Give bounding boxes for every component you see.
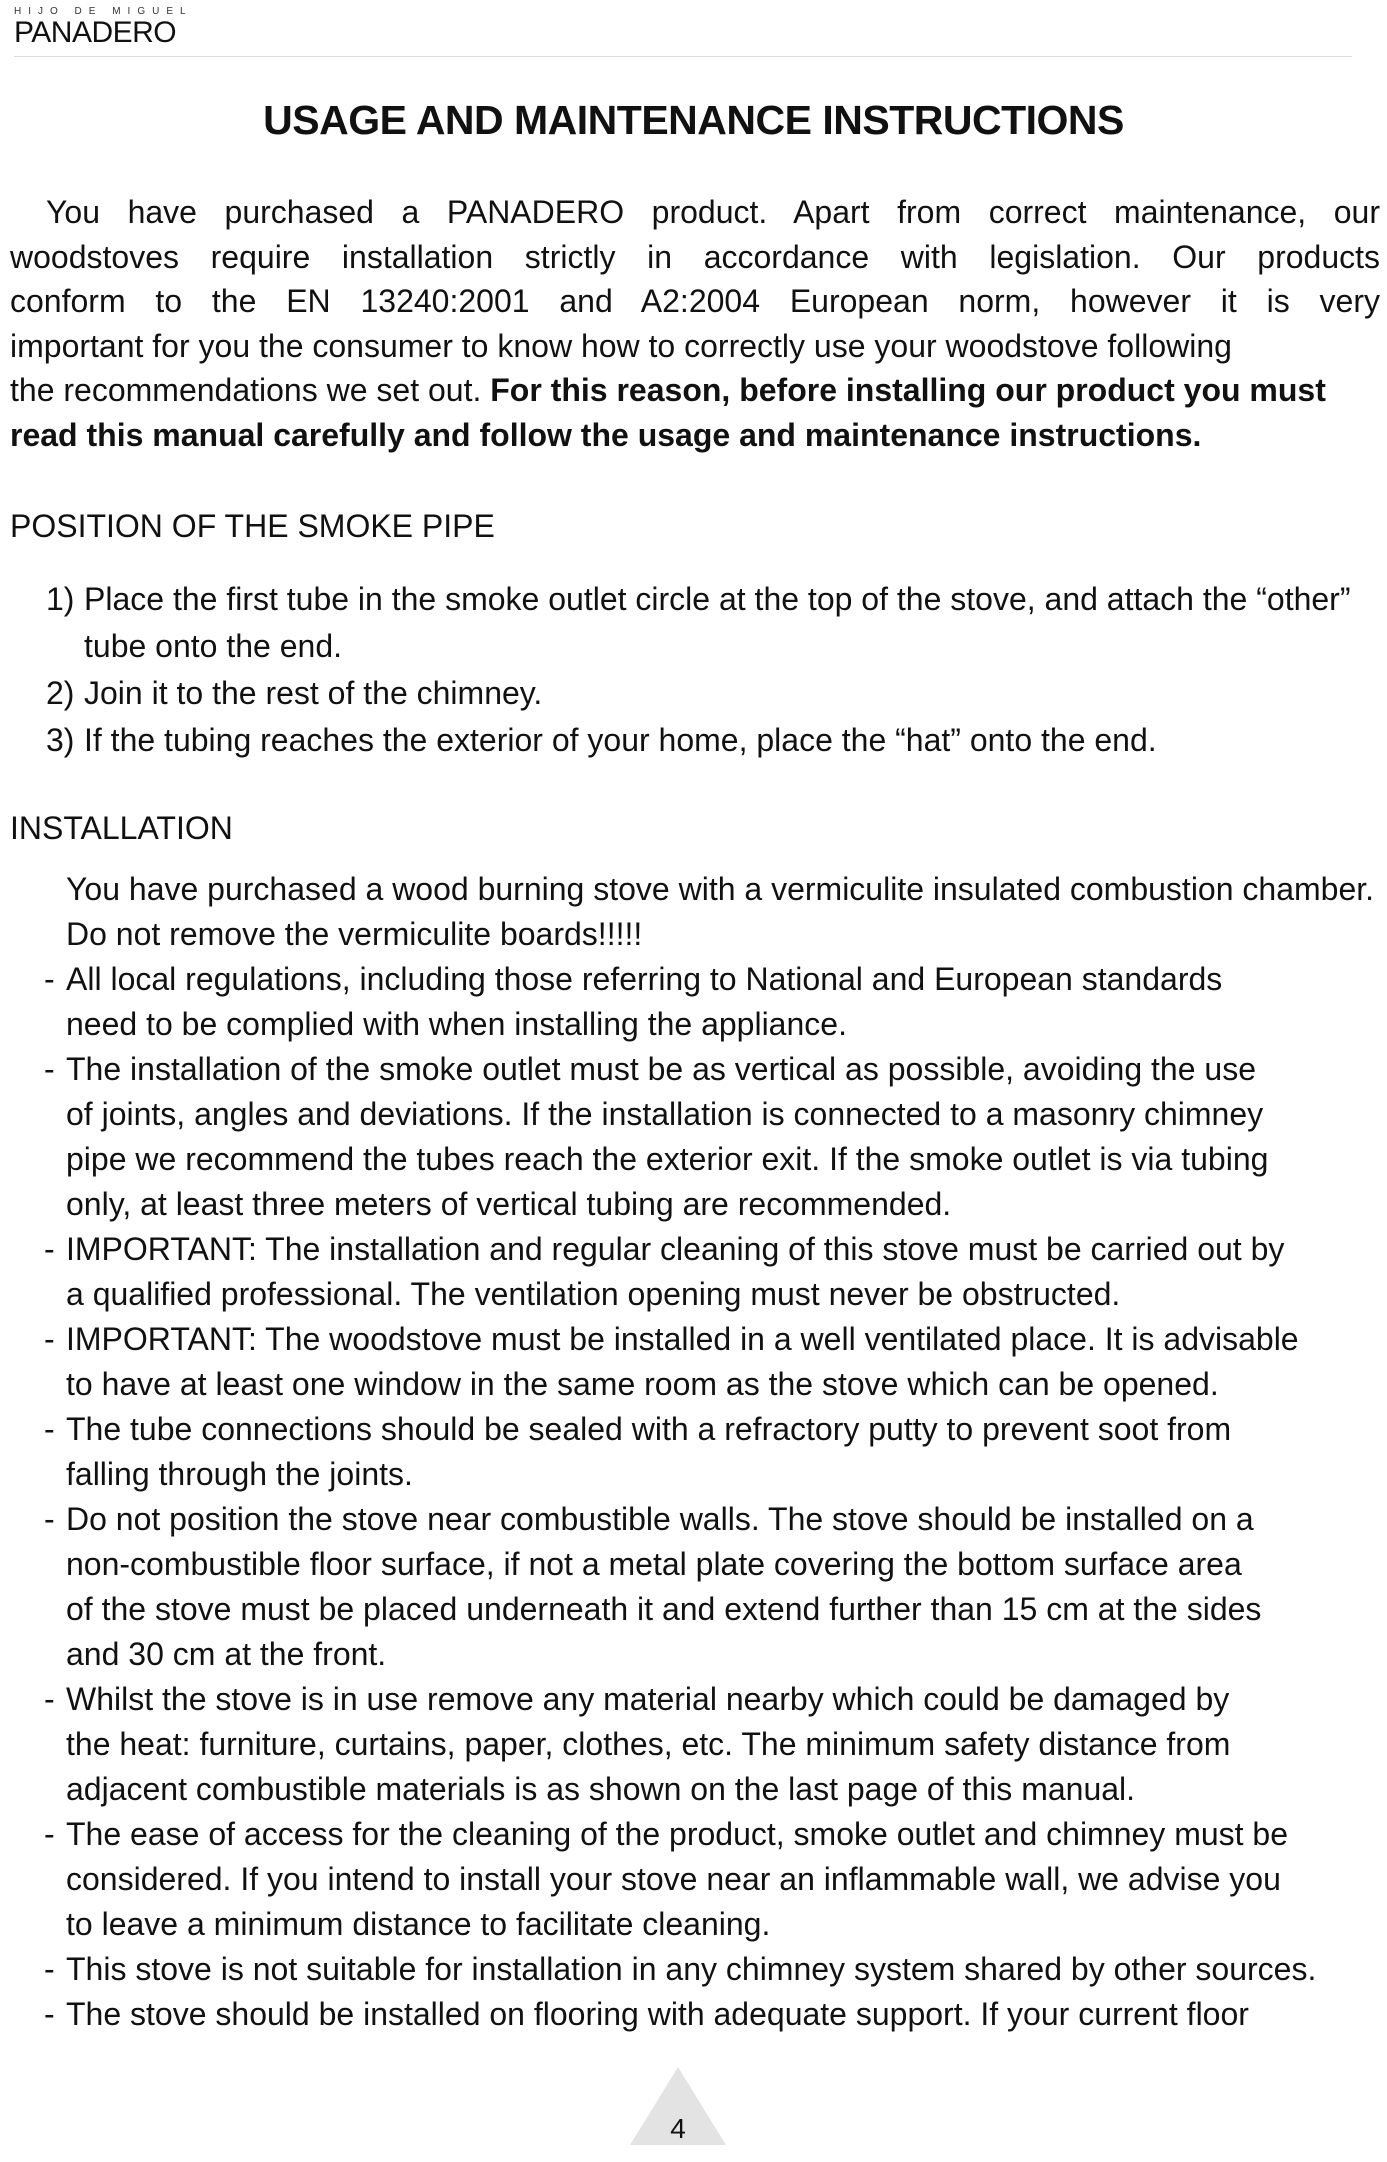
bullet-text: [66, 957, 1386, 1047]
smoke-pipe-heading: POSITION OF THE SMOKE PIPE: [10, 508, 495, 544]
intro-paragraph: [10, 190, 1380, 457]
bullet-line: This stove is not suitable for installation in any chimney system shared by other sources.: [66, 1951, 1317, 1987]
installation-bullets: [44, 957, 1386, 2037]
installation-bullet: [44, 1992, 1386, 2037]
bullet-line: only, at least three meters of vertical tubing are recommended.: [66, 1186, 952, 1222]
bullet-line: to leave a minimum distance to facilitate cleaning.: [66, 1906, 771, 1942]
installation-heading: INSTALLATION: [10, 810, 233, 846]
bullet-line: The installation of the smoke outlet must be as vertical as possible, avoiding the use: [66, 1051, 1256, 1087]
installation-bullet: [44, 1227, 1386, 1317]
bullet-text: [66, 1992, 1386, 2037]
bullet-line: of the stove must be placed underneath it and extend further than 15 cm at the sides: [66, 1591, 1262, 1627]
page-number: 4: [670, 2113, 686, 2144]
bullet-line: of joints, angles and deviations. If the installation is connected to a masonry chimney: [66, 1096, 1264, 1132]
installation-bullet: [44, 1677, 1386, 1812]
bullet-line: The tube connections should be sealed with a refractory putty to prevent soot from: [66, 1411, 1232, 1447]
brand-name: PANADERO: [14, 16, 177, 49]
bullet-dash: -: [44, 961, 55, 997]
installation-list: [44, 867, 1386, 2037]
step-text: If the tubing reaches the exterior of your home, place the “hat” onto the end.: [84, 722, 1157, 758]
bullet-line: IMPORTANT: The installation and regular cleaning of this stove must be carried out by: [66, 1231, 1285, 1267]
bullet-text: [66, 1317, 1386, 1407]
bullet-line: and 30 cm at the front.: [66, 1636, 387, 1672]
header-divider: [14, 56, 1352, 57]
bullet-line: falling through the joints.: [66, 1456, 413, 1492]
bullet-line: IMPORTANT: The woodstove must be installed in a well ventilated place. It is advisable: [66, 1321, 1299, 1357]
intro-line: You have purchased a PANADERO product. Apart from correct maintenance, our: [46, 194, 1380, 230]
page-title: USAGE AND MAINTENANCE INSTRUCTIONS: [263, 97, 1124, 143]
smoke-pipe-steps: [46, 576, 1366, 764]
bullet-dash: -: [44, 1051, 55, 1087]
bullet-line: pipe we recommend the tubes reach the exterior exit. If the smoke outlet is via tubing: [66, 1141, 1269, 1177]
bullet-line: non-combustible floor surface, if not a metal plate covering the bottom surface area: [66, 1546, 1242, 1582]
brand-subtitle: HIJO DE MIGUEL: [14, 6, 193, 17]
bullet-line: The stove should be installed on flooring with adequate support. If your current floor: [66, 1996, 1249, 2032]
bullet-dash: -: [44, 1411, 55, 1447]
bullet-dash: -: [44, 1231, 55, 1267]
bullet-line: need to be complied with when installing the appliance.: [66, 1006, 847, 1042]
intro-plain-text: the recommendations we set out.: [10, 372, 491, 408]
bullet-text: [66, 1677, 1386, 1812]
bullet-line: to have at least one window in the same room as the stove which can be opened.: [66, 1366, 1219, 1402]
installation-bullet: [44, 1047, 1386, 1227]
step-item: [46, 576, 1366, 670]
installation-intro-line: Do not remove the vermiculite boards!!!!!: [66, 916, 643, 952]
bullet-dash: -: [44, 1951, 55, 1987]
bullet-line: Whilst the stove is in use remove any material nearby which could be damaged by: [66, 1681, 1230, 1717]
bullet-line: All local regulations, including those referring to National and European standards: [66, 961, 1223, 997]
bullet-dash: -: [44, 1681, 55, 1717]
bullet-dash: -: [44, 1321, 55, 1357]
bullet-dash: -: [44, 1996, 55, 2032]
bullet-dash: -: [44, 1816, 55, 1852]
installation-intro-line: You have purchased a wood burning stove with a vermiculite insulated combustion chamber.: [66, 871, 1375, 907]
bullet-line: adjacent combustible materials is as shown on the last page of this manual.: [66, 1771, 1136, 1807]
intro-line: conform to the EN 13240:2001 and A2:2004 European norm, however it is very: [10, 283, 1380, 319]
installation-bullet: [44, 1947, 1386, 1992]
bullet-line: The ease of access for the cleaning of the product, smoke outlet and chimney must be: [66, 1816, 1289, 1852]
bullet-text: [66, 1047, 1386, 1227]
installation-bullet: [44, 1407, 1386, 1497]
bullet-line: considered. If you intend to install your stove near an inflammable wall, we advise you: [66, 1861, 1281, 1897]
step-number: 3): [46, 722, 75, 758]
step-number: 2): [46, 675, 75, 711]
brand-logo: [14, 6, 193, 48]
page-number-tab: [628, 2065, 728, 2145]
intro-line: [10, 368, 1380, 413]
bullet-line: a qualified professional. The ventilation opening must never be obstructed.: [66, 1276, 1121, 1312]
bullet-text: [66, 1497, 1386, 1677]
intro-line: woodstoves require installation strictly in accordance with legislation. Our products: [10, 238, 1380, 275]
bullet-text: [66, 1947, 1386, 1992]
installation-bullet: [44, 957, 1386, 1047]
bullet-text: [66, 1407, 1386, 1497]
intro-line: important for you the consumer to know how to correctly use your woodstove following: [10, 327, 1232, 364]
installation-bullet: [44, 1812, 1386, 1947]
step-text: Place the first tube in the smoke outlet circle at the top of the stove, and attach the “other” tube onto the end.: [84, 581, 1351, 664]
step-item: [46, 717, 1366, 764]
bullet-line: Do not position the stove near combustible walls. The stove should be installed on a: [66, 1501, 1254, 1537]
step-number: 1): [46, 581, 75, 617]
bullet-text: [66, 1812, 1386, 1947]
intro-bold-text: For this reason, before installing our product you must: [490, 372, 1326, 408]
bullet-text: [66, 1227, 1386, 1317]
bullet-line: the heat: furniture, curtains, paper, clothes, etc. The minimum safety distance from: [66, 1726, 1231, 1762]
intro-bold-line: read this manual carefully and follow the usage and maintenance instructions.: [10, 416, 1202, 453]
installation-bullet: [44, 1317, 1386, 1407]
step-item: [46, 670, 1366, 717]
installation-bullet: [44, 1497, 1386, 1677]
bullet-dash: -: [44, 1501, 55, 1537]
step-text: Join it to the rest of the chimney.: [84, 675, 543, 711]
